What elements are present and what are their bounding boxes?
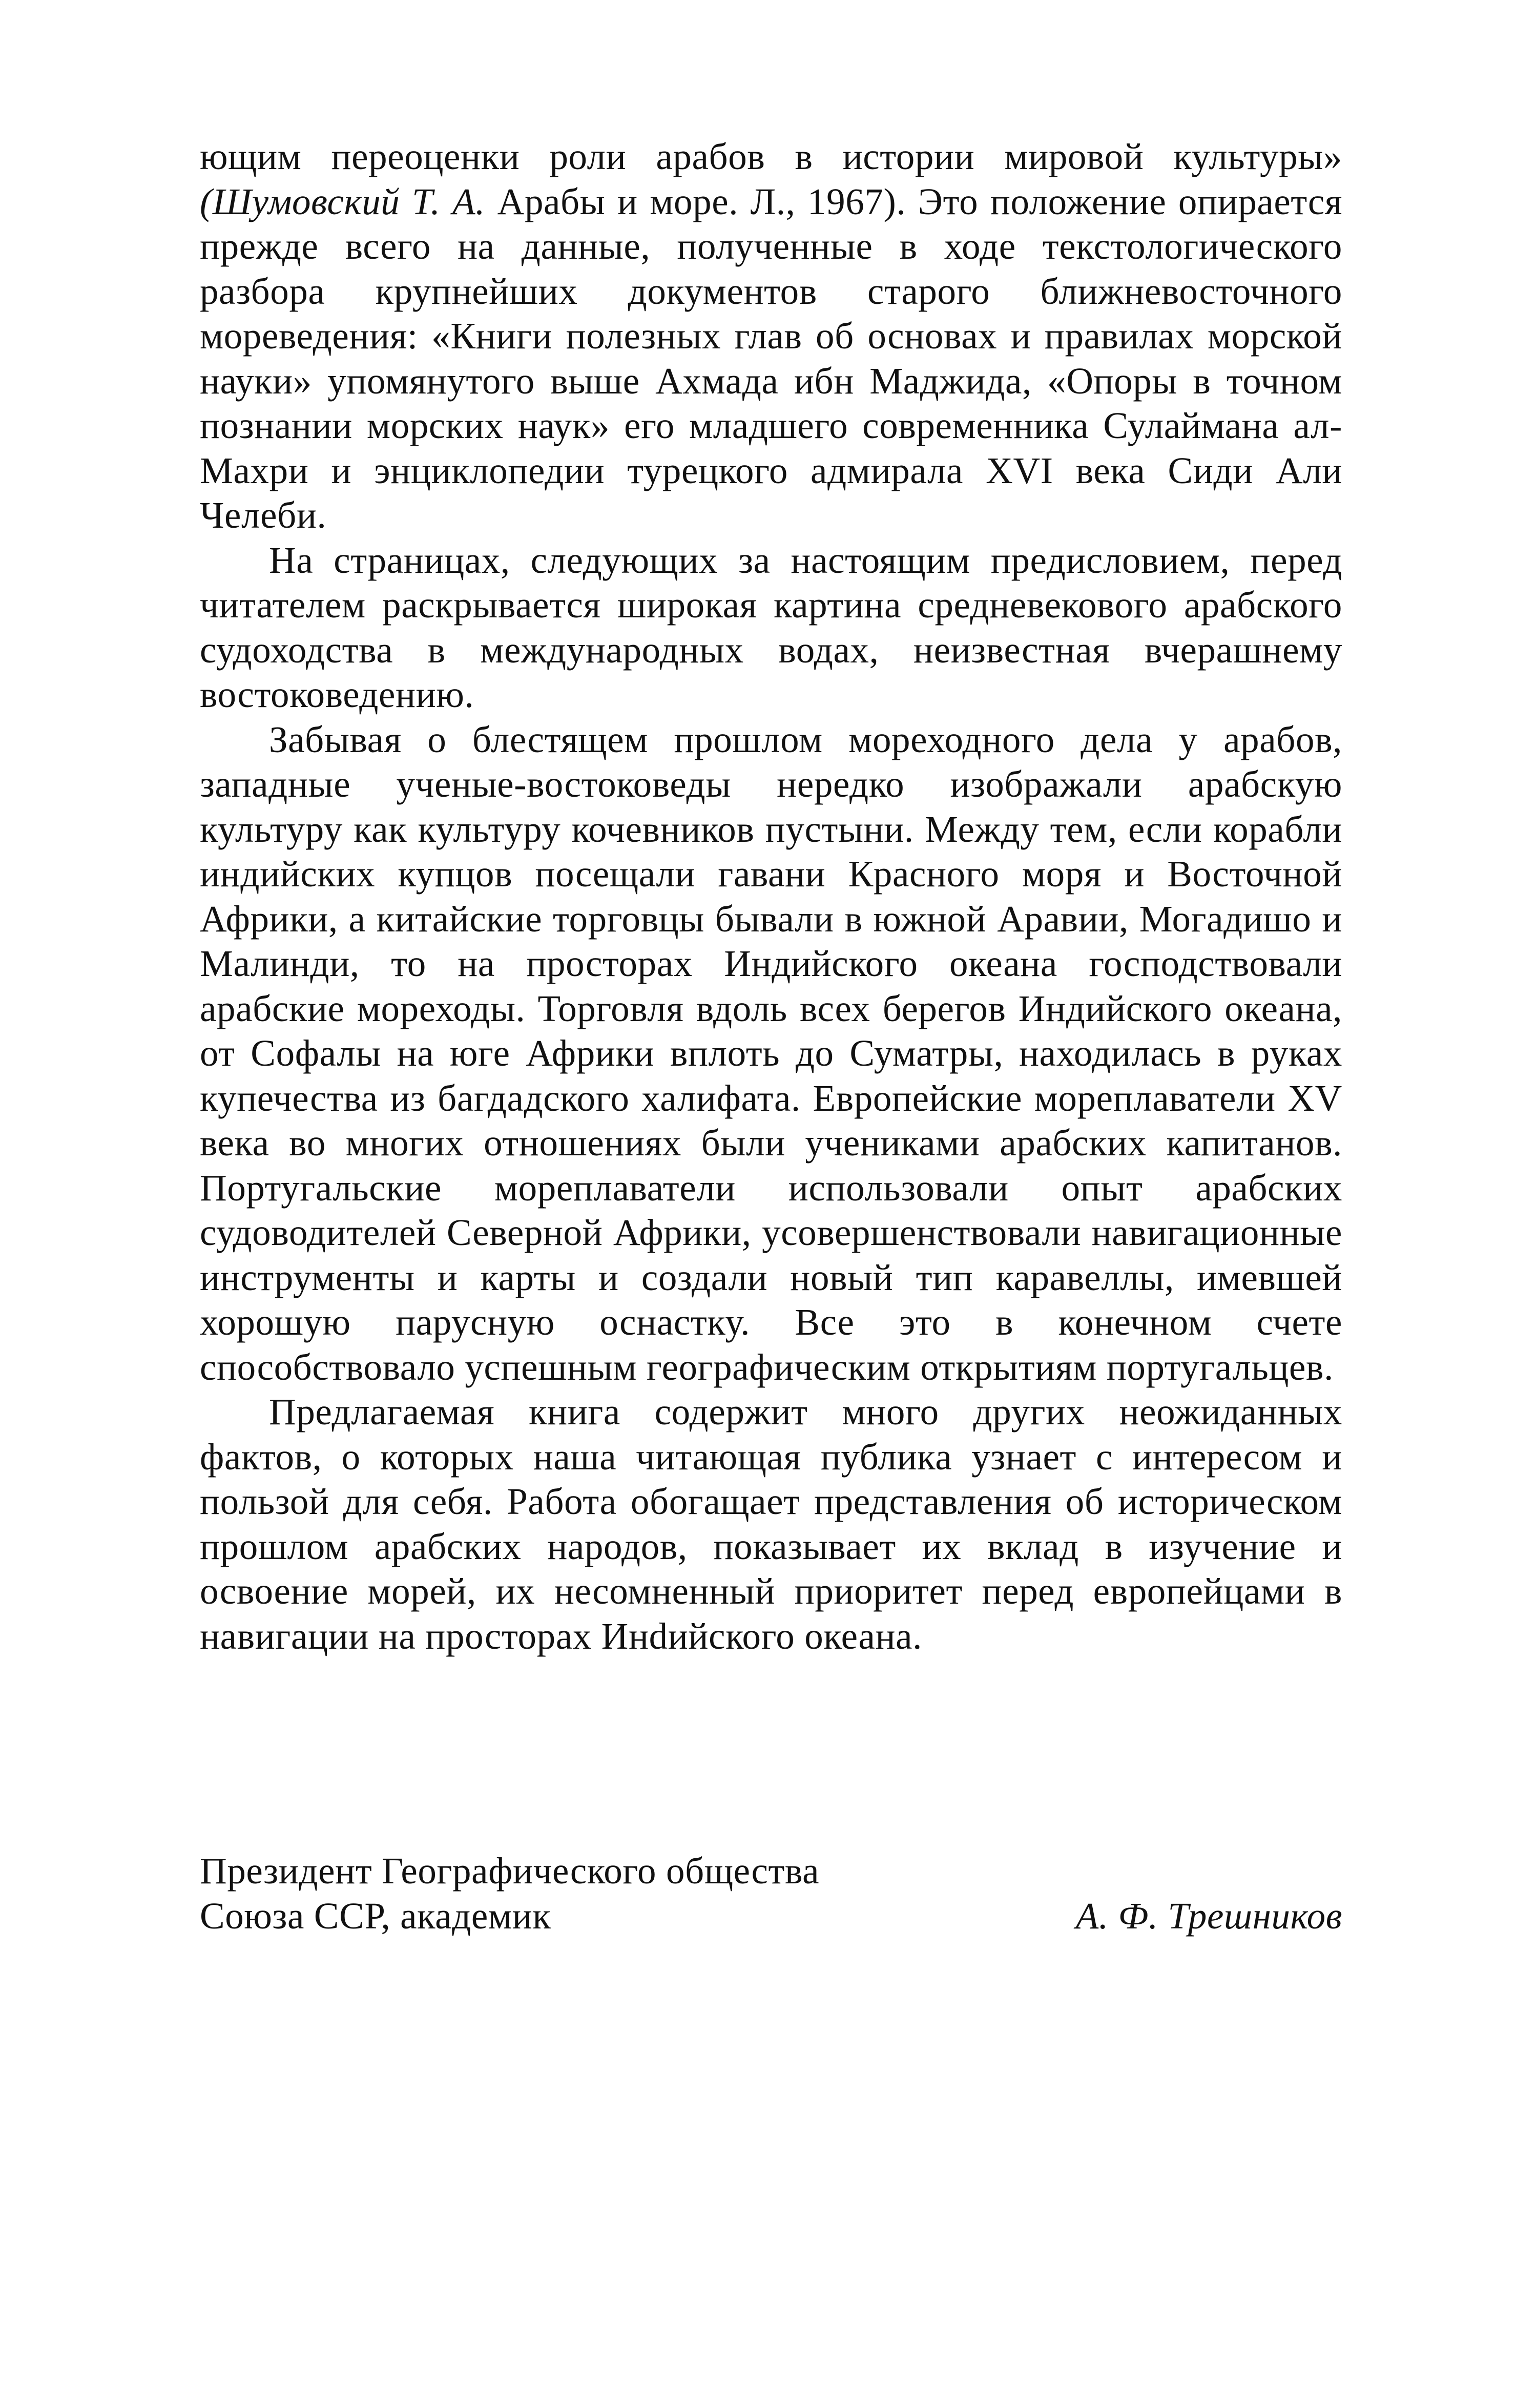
paragraph-4 bbox=[200, 1389, 1342, 1658]
signature-line-2 bbox=[200, 1894, 1342, 1939]
paragraph-4-text: Предлагаемая книга содержит много других неожиданных фактов, о которых наша читающая публика узнает с интересом и пользой для себя. Работа обогащает представления об историческом прошлом арабских народов, показывает их вклад в изучение и освоение морей, их несомненный приоритет перед европейцами в навигации на просторах Инdийского океана. bbox=[200, 1391, 1342, 1657]
signature-title-line-2: Союза ССР, академик bbox=[200, 1895, 551, 1937]
paragraph-1 bbox=[200, 134, 1342, 538]
paragraph-1-part-3: Арабы и море. Л., 1967). Это положение опирается прежде всего на данные, полученные в ходе текстологического разбора крупнейших документов старого ближневосточного мореведения: «Книги полезных глав об основах и правилах морской науки» упомянутого выше Ахмада ибн Маджида, «Опоры в точном познании морских наук» его младшего современника Сулаймана ал-Махри и энциклопедии турецкого адмирала XVI века Сиди Али Челеби. bbox=[200, 180, 1342, 536]
citation-author: (Шумовский Т. А. bbox=[200, 180, 486, 222]
signature-title-line-1: Президент Географического общества bbox=[200, 1850, 820, 1892]
signature-author: А. Ф. Трешников bbox=[1075, 1895, 1342, 1937]
paragraph-3 bbox=[200, 717, 1342, 1390]
paragraph-3-text: Забывая о блестящем прошлом мореходного дела у арабов, западные ученые-востоковеды нередко изображали арабскую культуру как культуру кочевников пустыни. Между тем, если корабли индийских купцов посещали гавани Красного моря и Восточной Африки, а китайские торговцы бывали в южной Аравии, Могадишо и Малинди, то на просторах Индийского океана господствовали арабские мореходы. Торговля вдоль всех берегов Индийского океана, от Софалы на юге Африки вплоть до Суматры, находилась в руках купечества из багдадского халифата. Европейские мореплаватели XV века во многих отношениях были учениками арабских капитанов. Португальские мореплаватели использовали опыт арабских судоводителей Северной Африки, усовершенствовали навигационные инструменты и карты и создали новый тип каравеллы, имевшей хорошую парусную оснастку. Все это в конечном счете способствовало успешным географическим открытиям португальцев. bbox=[200, 718, 1342, 1388]
paragraph-2 bbox=[200, 538, 1342, 717]
paragraph-1-part-1: ющим переоценки роли арабов в истории мировой культуры» bbox=[200, 136, 1342, 177]
body-text bbox=[200, 134, 1342, 1658]
signature-line-1 bbox=[200, 1849, 1342, 1894]
paragraph-2-text: На страницах, следующих за настоящим предисловием, перед читателем раскрывается широкая картина средневекового арабского судоходства в международных водах, неизвестная вчерашнему востоковедению. bbox=[200, 539, 1342, 715]
signature-block bbox=[200, 1849, 1342, 1938]
